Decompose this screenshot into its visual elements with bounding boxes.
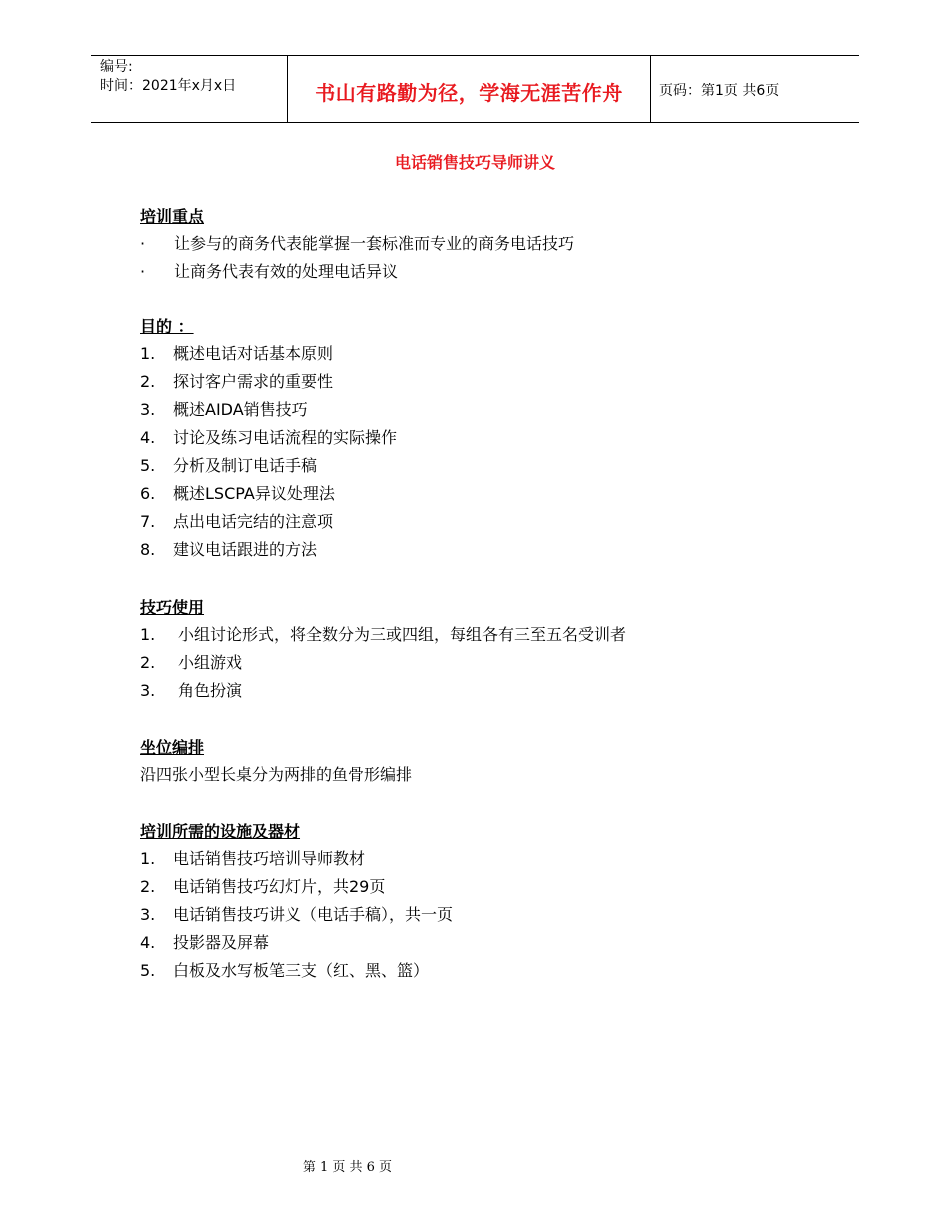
list-item-text: 白板及水写板笔三支（红、黑、篮） (173, 961, 430, 980)
time-label: 时间：2021年x月x日 (100, 78, 237, 94)
list-item (140, 368, 840, 396)
list-number: 5. (140, 456, 156, 475)
list-number: 1. (140, 849, 156, 868)
list-item (140, 621, 840, 649)
list-number: 7. (140, 512, 156, 531)
list-item-text: 概述AIDA销售技巧 (173, 400, 308, 419)
motto: 书山有路勤为径，学海无涯苦作舟 (315, 81, 623, 105)
list-number: 3. (140, 905, 156, 924)
list-item-text: 分析及制订电话手稿 (173, 456, 318, 475)
section-training-focus (140, 204, 840, 286)
header-page-cell (650, 56, 859, 122)
section-goals (140, 314, 840, 564)
list-item (140, 873, 840, 901)
list-item-text: 讨论及练习电话流程的实际操作 (173, 428, 398, 447)
list-number: 2. (140, 653, 156, 672)
list-item-text: 点出电话完结的注意项 (173, 512, 334, 531)
section-materials (140, 819, 840, 985)
list-item-text: 探讨客户需求的重要性 (173, 372, 334, 391)
section-title: 坐位编排 (140, 738, 205, 757)
list-item (140, 536, 840, 564)
list-item-text: 电话销售技巧讲义（电话手稿），共一页 (173, 905, 454, 924)
list-item-text: 电话销售技巧培训导师教材 (173, 849, 366, 868)
seating-text: 沿四张小型长桌分为两排的鱼骨形编排 (140, 765, 413, 784)
list-item-text: 概述LSCPA异议处理法 (173, 484, 335, 503)
list-item (140, 508, 840, 536)
list-number: 4. (140, 428, 156, 447)
list-number: 1. (140, 625, 156, 644)
list-item (140, 929, 840, 957)
header-info-cell (91, 56, 287, 122)
section-title: 培训重点 (140, 207, 205, 226)
list-item (140, 845, 840, 873)
section-title: 目的 ： (140, 317, 194, 336)
page-footer (0, 1156, 950, 1175)
list-number: 4. (140, 933, 156, 952)
list-number: 3. (140, 400, 156, 419)
list-number: 5. (140, 961, 156, 980)
list-item-text: 小组讨论形式，将全数分为三或四组，每组各有三至五名受训者 (178, 625, 627, 644)
footer-page-number: 第 1 页 共 6 页 (302, 1160, 393, 1175)
list-item (140, 480, 840, 508)
list-number: 2. (140, 877, 156, 896)
document-title: 电话销售技巧导师讲义 (394, 153, 555, 172)
list-item (140, 340, 840, 368)
list-item (140, 901, 840, 929)
list-item-text: 概述电话对话基本原则 (173, 344, 334, 363)
page-code: 页码：第1页 共6页 (659, 83, 780, 99)
list-number: 3. (140, 681, 156, 700)
bullet-dot: · (140, 234, 146, 253)
list-item-text: 角色扮演 (178, 681, 243, 700)
list-item (140, 396, 840, 424)
bullet-dot: · (140, 262, 146, 281)
list-item-text: 小组游戏 (178, 653, 243, 672)
list-item-text: 建议电话跟进的方法 (173, 540, 318, 559)
list-item (140, 424, 840, 452)
document-header (91, 55, 859, 123)
number-label: 编号: (100, 59, 133, 75)
header-motto-cell (287, 56, 651, 122)
list-number: 6. (140, 484, 156, 503)
list-item (140, 230, 840, 258)
list-item (140, 649, 840, 677)
list-item-text: 让商务代表有效的处理电话异议 (174, 262, 399, 281)
list-number: 2. (140, 372, 156, 391)
list-number: 1. (140, 344, 156, 363)
list-item (140, 258, 840, 286)
section-title: 技巧使用 (140, 598, 205, 617)
list-item (140, 677, 840, 705)
section-seating (140, 735, 840, 789)
section-skills (140, 595, 840, 705)
list-item-text: 投影器及屏幕 (173, 933, 270, 952)
list-item-text: 让参与的商务代表能掌握一套标准而专业的商务电话技巧 (174, 234, 575, 253)
list-number: 8. (140, 540, 156, 559)
section-title: 培训所需的设施及器材 (140, 822, 301, 841)
list-item (140, 452, 840, 480)
list-item-text: 电话销售技巧幻灯片，共29页 (173, 877, 386, 896)
list-item (140, 957, 840, 985)
